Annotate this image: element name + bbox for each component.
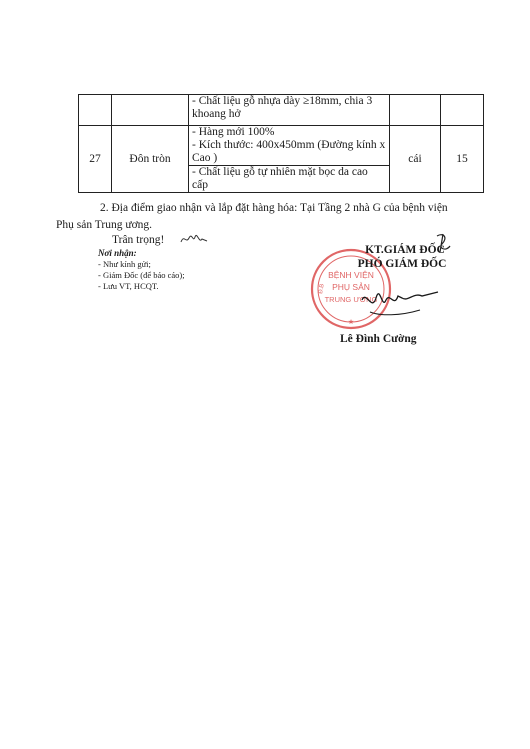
handwritten-signature: [360, 282, 440, 322]
row-number: 27: [79, 126, 112, 193]
item-name: [112, 95, 189, 126]
spec-line: - Kích thước: 400x450mm (Đường kính x Cao ): [192, 139, 386, 164]
table-row: [79, 95, 484, 126]
item-spec: [189, 126, 390, 193]
recipients-block: [98, 248, 185, 292]
table-row: [79, 126, 484, 193]
svg-text:★: ★: [347, 319, 355, 326]
signatory-name: Lê Đình Cường: [340, 333, 417, 345]
seal-line-2: PHỤ SẢN: [332, 282, 370, 292]
recipients-title: Nơi nhận:: [98, 248, 137, 258]
delivery-line-2: Phụ sản Trung ương.: [56, 219, 153, 231]
seal-line-1: BỆNH VIỆN: [328, 270, 374, 280]
goods-table: [78, 94, 484, 193]
initials-signature: [180, 232, 208, 246]
row-number: [79, 95, 112, 126]
signatory-title-1: KT.GIÁM ĐỐC: [365, 244, 445, 256]
spec-line: - Hàng mới 100%: [192, 126, 275, 138]
spec-line: - Chất liệu gỗ nhựa dày ≥18mm, chia 3 khoang hở: [192, 95, 373, 120]
delivery-line-1: 2. Địa điểm giao nhận và lắp đặt hàng hóa: Tại Tầng 2 nhà G của bệnh viện: [100, 202, 448, 214]
item-quantity: [441, 95, 484, 126]
approval-mark: [434, 232, 452, 254]
signatory-title-2: PHÓ GIÁM ĐỐC: [357, 258, 447, 270]
seal-line-3: TRUNG ƯƠNG: [324, 295, 378, 304]
spec-line: - Chất liệu gỗ tự nhiên mặt bọc da cao cấp: [189, 165, 389, 192]
recipient-item: - Lưu VT, HCQT.: [98, 281, 159, 291]
item-unit: [390, 95, 441, 126]
closing-text: Trân trọng!: [112, 234, 165, 246]
item-name: Đôn tròn: [112, 126, 189, 193]
item-quantity: 15: [441, 126, 484, 193]
delivery-paragraph: [56, 200, 506, 234]
item-spec: [189, 95, 390, 126]
svg-text:Đ.B: Đ.B: [318, 283, 326, 295]
item-unit: cái: [390, 126, 441, 193]
recipient-item: - Như kính gửi;: [98, 259, 151, 269]
recipient-item: - Giám Đốc (để báo cáo);: [98, 270, 185, 280]
